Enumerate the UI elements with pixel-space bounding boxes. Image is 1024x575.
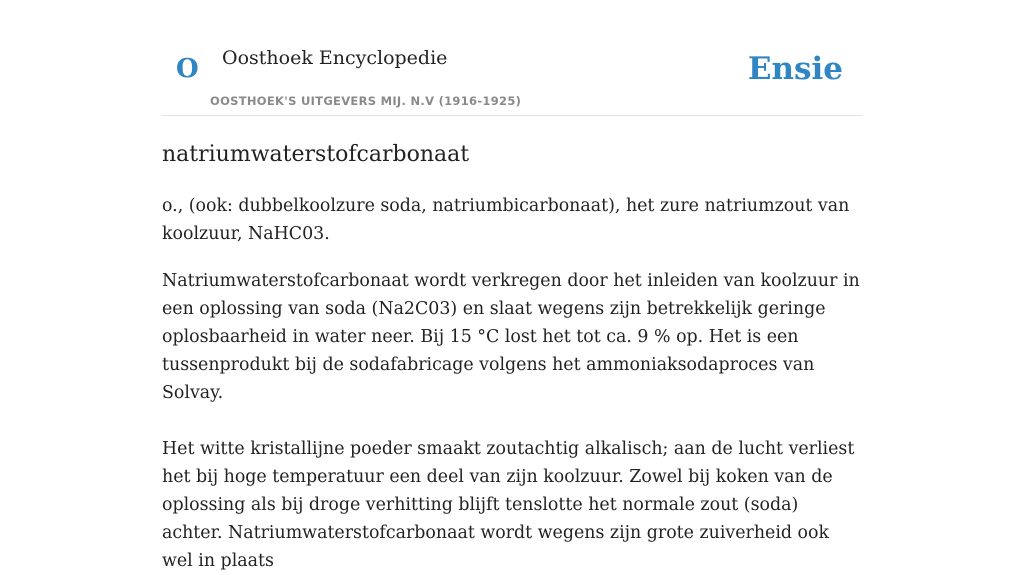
publisher-subtitle: OOSTHOEK'S UITGEVERS MIJ. N.V (1916-1925) [210, 94, 522, 108]
letter-index-link[interactable]: O [176, 54, 199, 84]
entry-title: natriumwaterstofcarbonaat [162, 142, 470, 167]
encyclopedia-title-link[interactable]: Oosthoek Encyclopedie [222, 47, 448, 69]
page-container [162, 0, 862, 575]
site-header [162, 0, 862, 116]
ensie-logo-link[interactable]: Ensie [747, 51, 843, 87]
entry-paragraph-production: Natriumwaterstofcarbonaat wordt verkregen door het inleiden van koolzuur in een oplossing van soda (Na2C03) en slaat wegens zijn betrekkelijk geringe oplosbaarheid in water neer. Bij 15 °C lost het tot ca. 9 % op. Het is een tussenprodukt bij de sodafabricage volgens het ammoniaksodaproces van Solvay. [162, 271, 860, 403]
entry-paragraph-properties: Het witte kristallijne poeder smaakt zoutachtig alkalisch; aan de lucht verliest het bij hoge temperatuur een deel van zijn koolzuur. Zowel bij koken van de oplossing als bij droge verhitting blijft tenslotte het normale zout (soda) achter. Natriumwaterstofcarbonaat wordt wegens zijn grote zuiverheid ook wel in plaats [162, 439, 855, 571]
entry-paragraph-definition: o., (ook: dubbelkoolzure soda, natriumbicarbonaat), het zure natriumzout van koolzuur, NaHC03. [162, 196, 850, 244]
